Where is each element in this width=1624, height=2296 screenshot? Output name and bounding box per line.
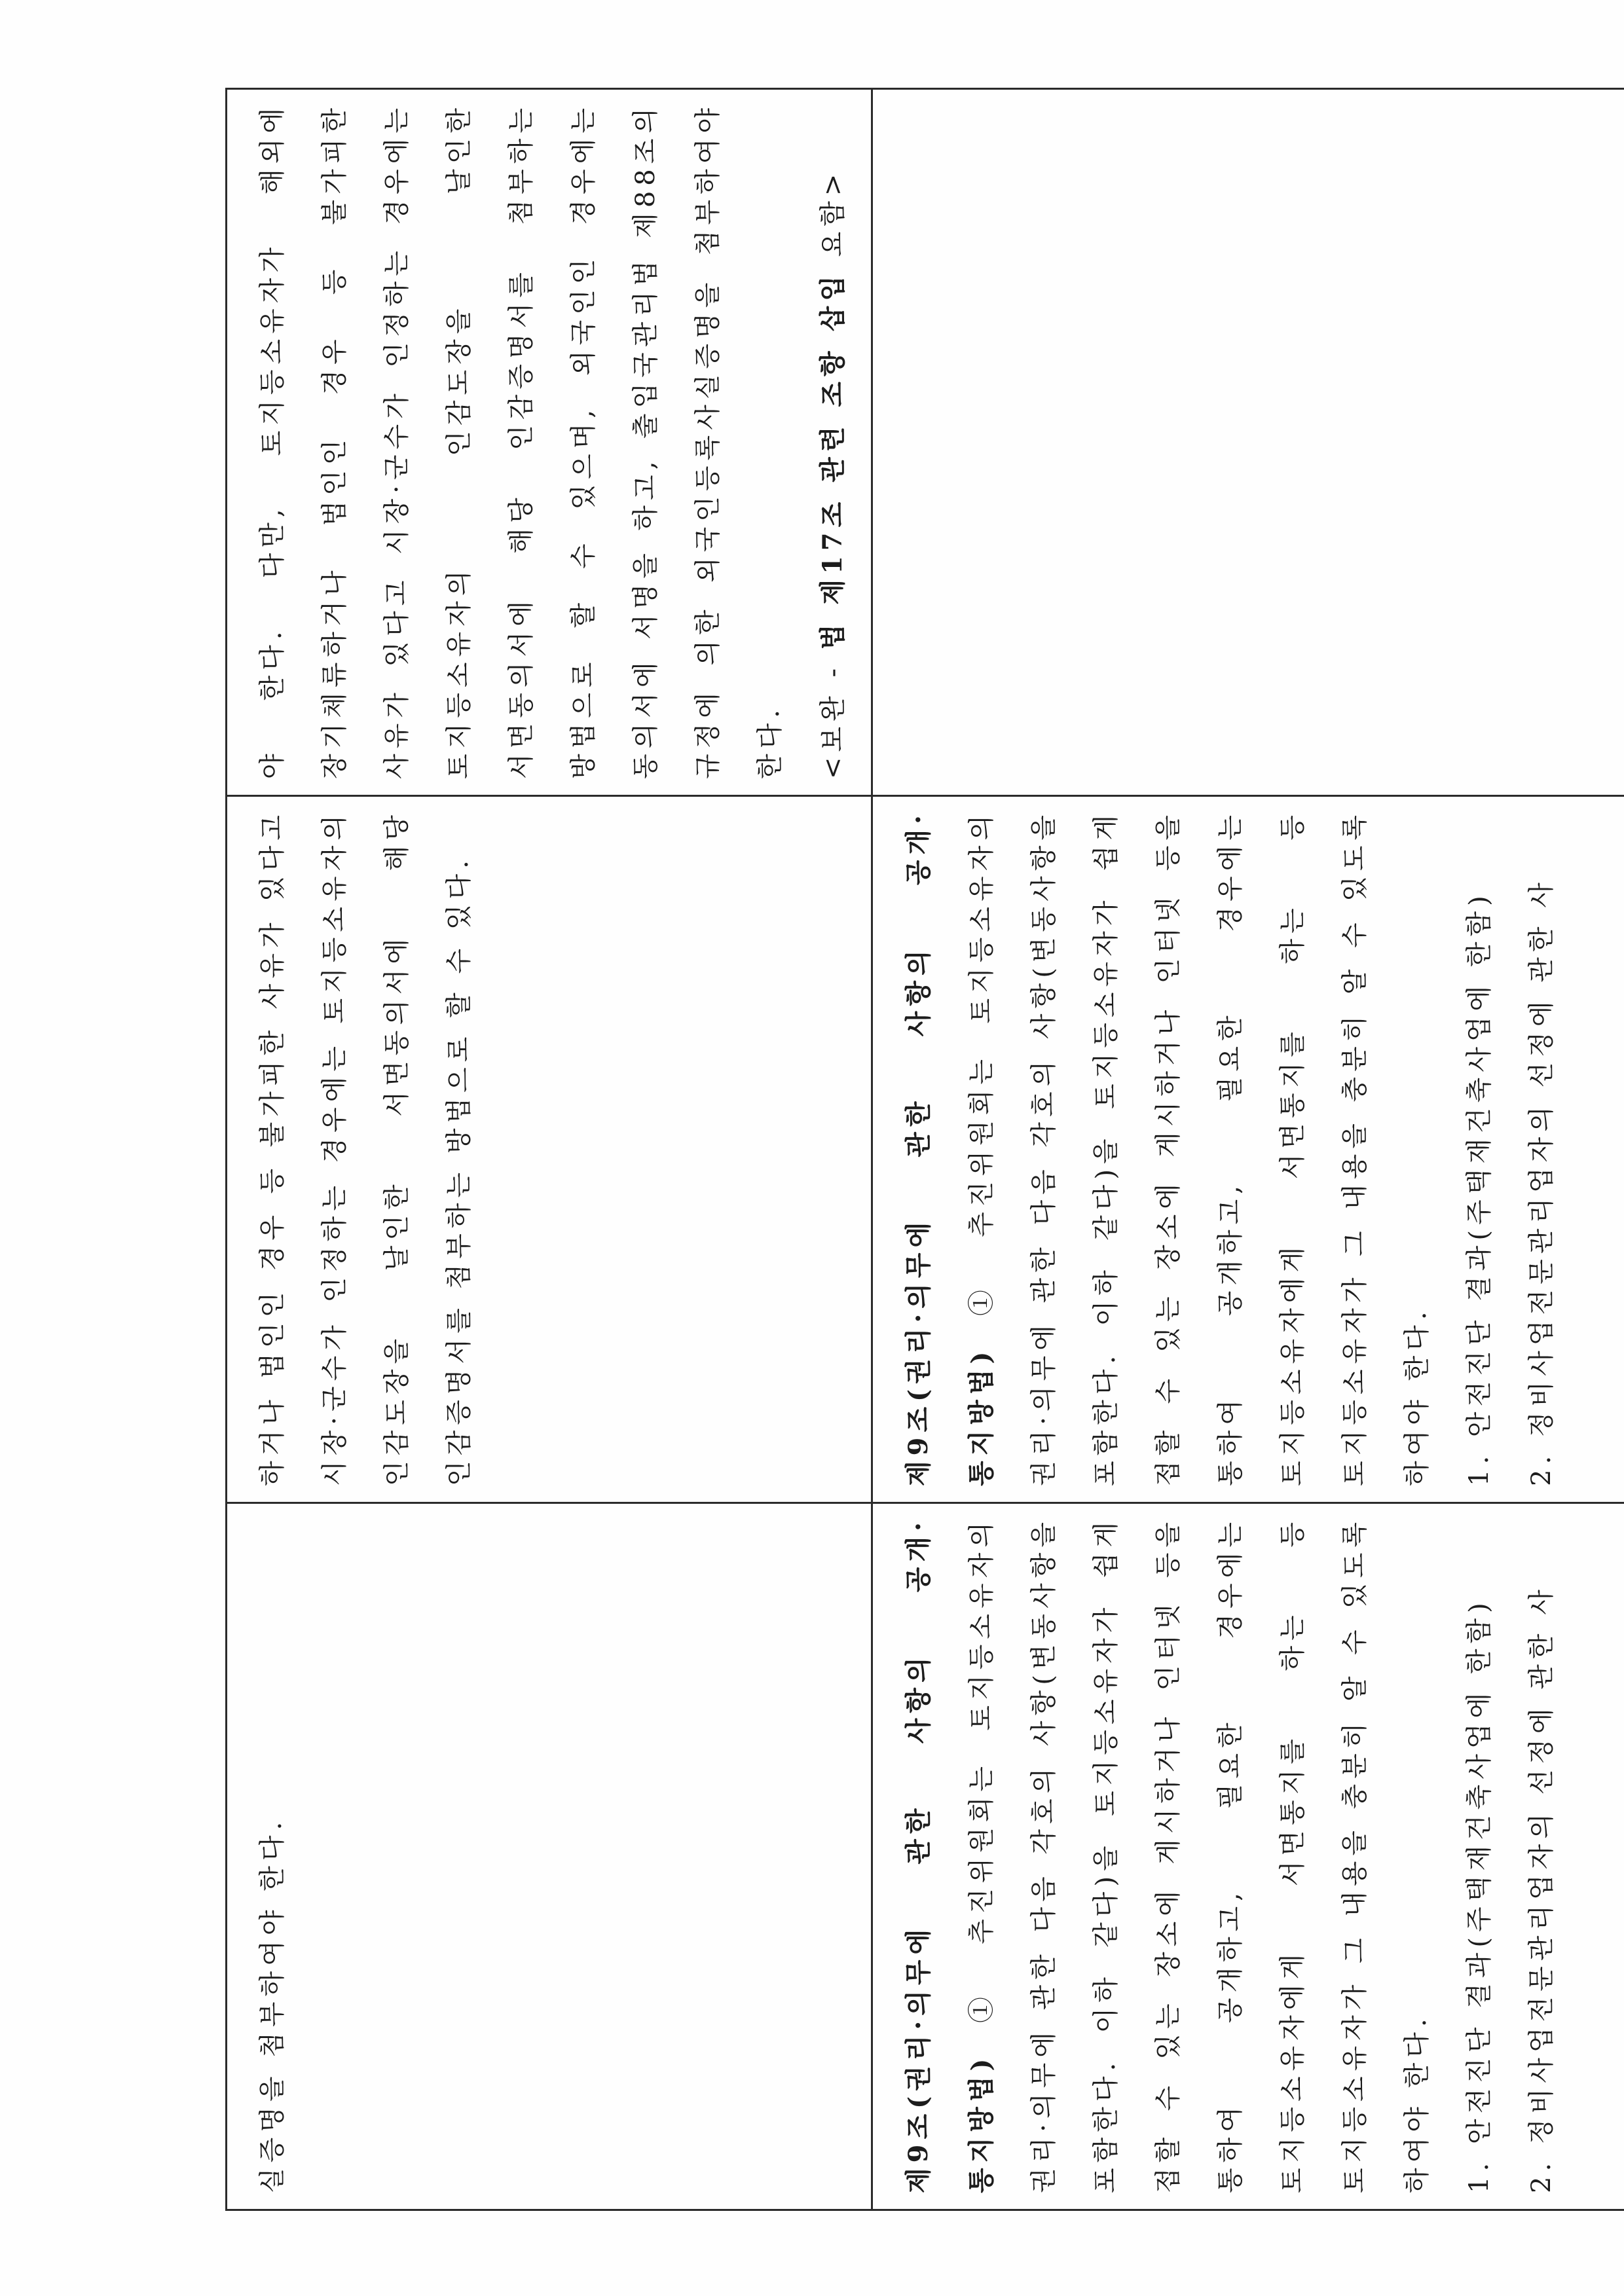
revised-draft-cell xyxy=(227,796,872,1503)
article-item-2: 2. 정비사업전문관리업자의 선정에 관한 사 xyxy=(1526,877,1557,1486)
current-law-article-cell xyxy=(872,1503,1624,2210)
article-body: 추진위원회는 토지등소유자의 권리·의무에 관한 다음 각호의 사항(변동사항을 포함한다. 이하 같다)을 토지등소유자가 쉽게 접할 수 있는 장소에 게시하거나 인터넷 등을 통하여 공개하고, 필요한 경우에는 토지등소유자에게 서면통지를 하는 등 토지등소유자가 그 내용을 충분히 알 수 있도록 하여야 한다. xyxy=(967,810,1432,1486)
current-law-text: 실증명을 첨부하여야 한다. xyxy=(257,1816,287,2193)
comparison-table xyxy=(225,88,1624,2211)
article-item-2: 2. 정비사업전문관리업자의 선정에 관한 사 xyxy=(1526,1584,1557,2193)
amendment-note-open: <보완 - xyxy=(818,649,848,779)
opinion-empty-cell xyxy=(872,89,1624,796)
article-item-1: 1. 안전진단 결과(주택재건축사업에 한함) xyxy=(1464,890,1494,1486)
article-heading: 제9조(권리·의무에 관한 사항의 공개·통지방법) xyxy=(903,810,997,1486)
clause-marker: ① xyxy=(967,1237,997,1347)
article-paragraph xyxy=(887,810,1449,1486)
amendment-note-close: 요함> xyxy=(818,168,848,271)
revised-draft-text: 하거나 법인인 경우 등 불가피한 사유가 있다고 시장·군수가 인정하는 경우에는 토지등소유자의 인감도장을 날인한 서면동의서에 해당 인감증명서를 첨부하는 방법으로 할 수 있다. xyxy=(257,810,474,1486)
article-heading: 제9조(권리·의무에 관한 사항의 공개·통지방법) xyxy=(903,1517,997,2193)
amendment-note: 법 제17조 관련 조항 삽입 xyxy=(817,270,848,650)
article-paragraph xyxy=(887,1517,1449,2193)
comparison-table-rotated xyxy=(225,90,1624,2211)
article-body: 추진위원회는 토지등소유자의 권리·의무에 관한 다음 각호의 사항(변동사항을 포함한다. 이하 같다)을 토지등소유자가 쉽게 접할 수 있는 장소에 게시하거나 인터넷 등을 통하여 공개하고, 필요한 경우에는 토지등소유자에게 서면통지를 하는 등 토지등소유자가 그 내용을 충분히 알 수 있도록 하여야 한다. xyxy=(967,1517,1432,2193)
article-item-1: 1. 안전진단 결과(주택재건축사업에 한함) xyxy=(1464,1597,1494,2193)
opinion-text xyxy=(242,103,864,779)
clause-marker: ① xyxy=(967,1944,997,2054)
current-law-cell xyxy=(227,1503,872,2210)
opinion-cell xyxy=(227,89,872,796)
opinion-paragraph: 야 한다. 다만, 토지등소유자가 해외에 장기체류하거나 법인인 경우 등 불가피한 사유가 있다고 시장·군수가 인정하는 경우에는 토지등소유자의 인감도장을 날인한 서면동의서에 해당 인감증명서를 첨부하는 방법으로 할 수 있으며, 외국인인 경우에는 동의서에 서명을 하고, 출입국관리법 제88조의 규정에 의한 외국인등록사실증명을 첨부하여야 한다. xyxy=(257,103,785,779)
table-row xyxy=(872,89,1624,2210)
table-row xyxy=(227,89,872,2210)
revised-draft-article-cell xyxy=(872,796,1624,1503)
